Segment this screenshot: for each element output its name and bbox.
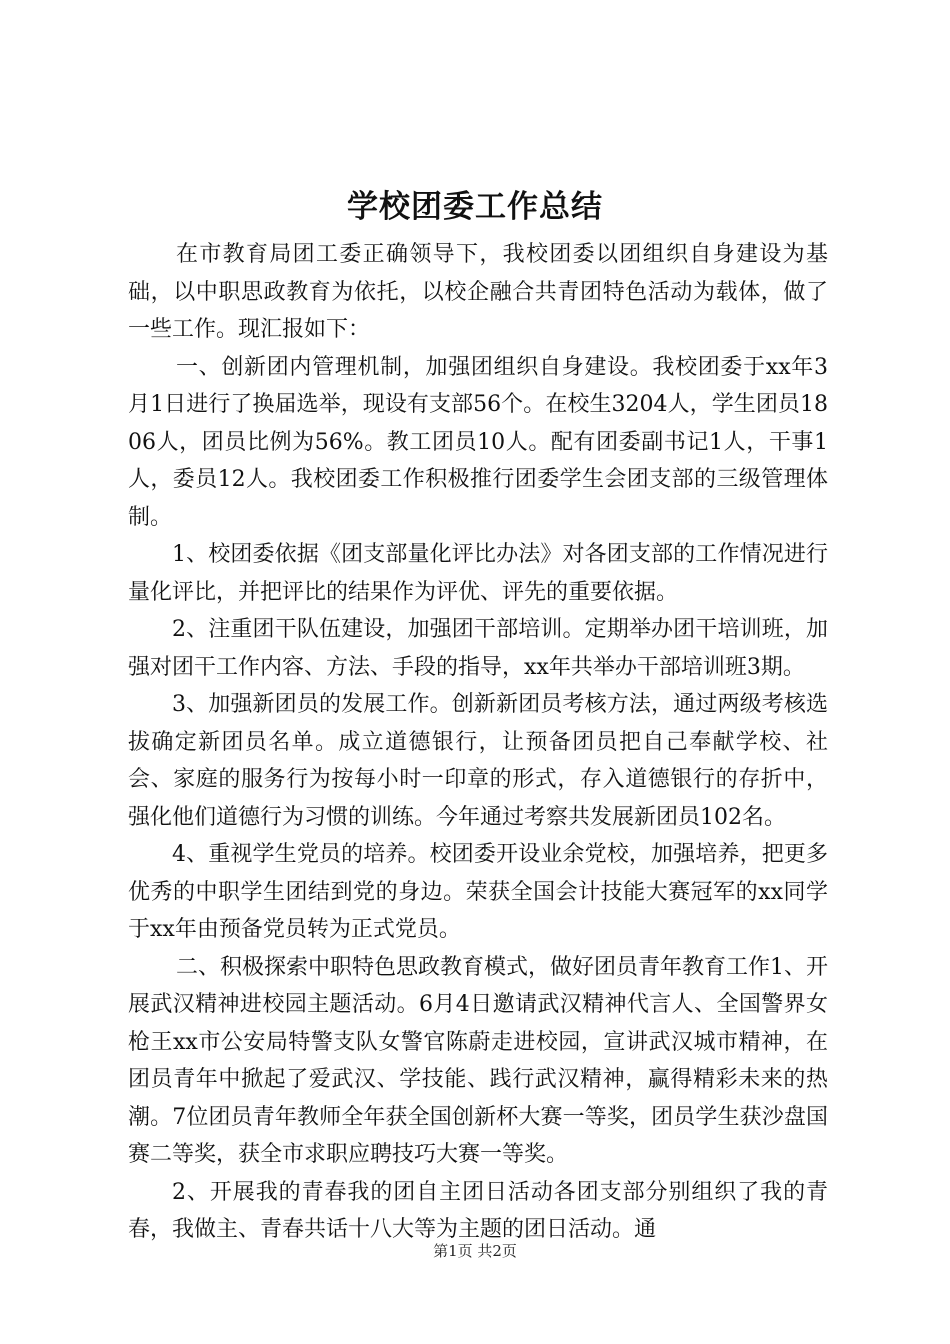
paragraph-item-3: 3、加强新团员的发展工作。创新新团员考核方法，通过两级考核选拔确定新团员名单。成立道德银行，让预备团员把自己奉献学校、社会、家庭的服务行为按每小时一印章的形式，存入道德银行的存折中，强化他们道德行为习惯的训练。今年通过考察共发展新团员102名。 (128, 692, 828, 830)
document-title: 学校团委工作总结 (347, 189, 603, 225)
paragraph-item-2: 2、注重团干队伍建设，加强团干部培训。定期举办团干培训班，加强对团干工作内容、方法、手段的指导，xx年共举办干部培训班3期。 (128, 617, 828, 680)
document-body (128, 236, 828, 1249)
paragraph-item-2-2: 2、开展我的青春我的团自主团日活动各团支部分别组织了我的青春，我做主、青春共话十八大等为主题的团日活动。通 (128, 1179, 828, 1242)
paragraph-intro: 在市教育局团工委正确领导下，我校团委以团组织自身建设为基础，以中职思政教育为依托，以校企融合共青团特色活动为载体，做了一些工作。现汇报如下： (128, 242, 828, 342)
paragraph-section-2: 二、积极探索中职特色思政教育模式，做好团员青年教育工作1、开展武汉精神进校园主题活动。6月4日邀请武汉精神代言人、全国警界女枪王xx市公安局特警支队女警官陈蔚走进校园，宣讲武汉城市精神，在团员青年中掀起了爱武汉、学技能、践行武汉精神，赢得精彩未来的热潮。7位团员青年教师全年获全国创新杯大赛一等奖，团员学生获沙盘国赛二等奖，获全市求职应聘技巧大赛一等奖。 (128, 954, 828, 1167)
paragraph-item-1: 1、校团委依据《团支部量化评比办法》对各团支部的工作情况进行量化评比，并把评比的结果作为评优、评先的重要依据。 (128, 542, 828, 605)
paragraph-item-4: 4、重视学生党员的培养。校团委开设业余党校，加强培养，把更多优秀的中职学生团结到党的身边。荣获全国会计技能大赛冠军的xx同学于xx年由预备党员转为正式党员。 (128, 842, 828, 942)
page-footer: 第1页 共2页 (433, 1242, 517, 1260)
paragraph-section-1: 一、创新团内管理机制，加强团组织自身建设。我校团委于xx年3月1日进行了换届选举，现设有支部56个。在校生3204人，学生团员1806人，团员比例为56%。教工团员10人。配有团委副书记1人，干事1人，委员12人。我校团委工作积极推行团委学生会团支部的三级管理体制。 (128, 354, 828, 530)
